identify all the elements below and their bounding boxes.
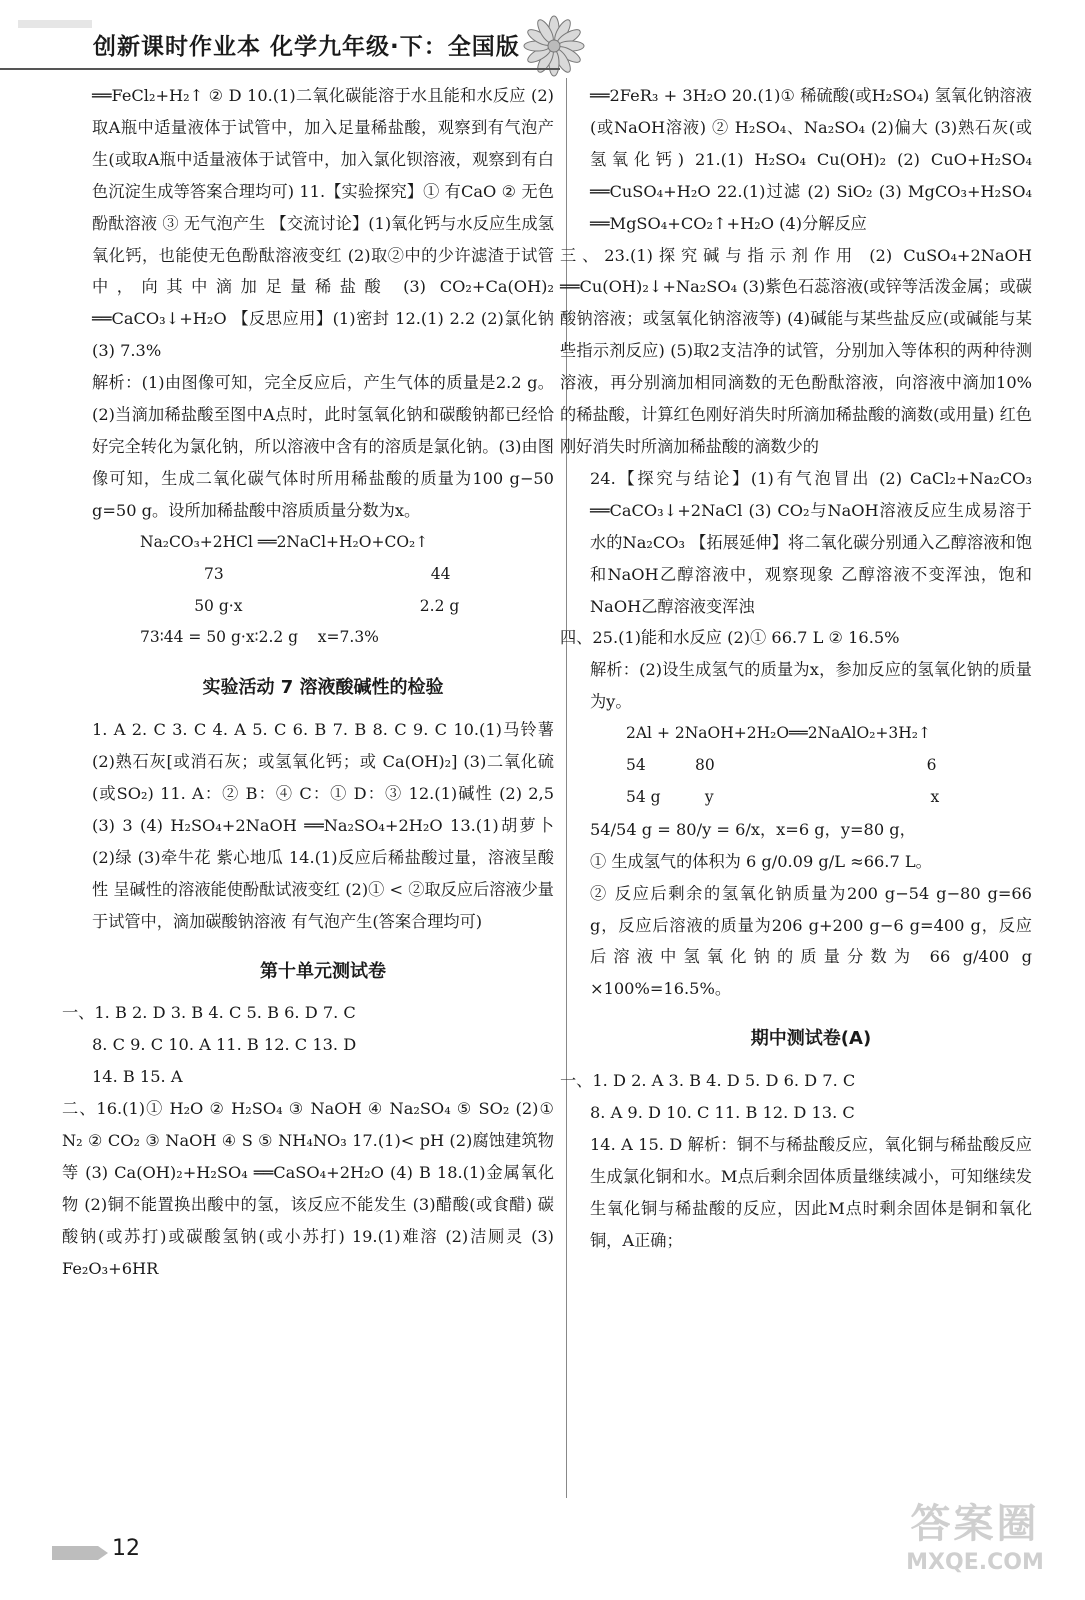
answer-line: 一、1. B 2. D 3. B 4. C 5. B 6. D 7. C: [62, 1003, 356, 1023]
answer-line: 8. A 9. D 10. C 11. B 12. D 13. C: [590, 1103, 855, 1123]
answer-line: 一、1. D 2. A 3. B 4. D 5. D 6. D 7. C: [560, 1071, 856, 1091]
equation-line: 54 g y x: [626, 787, 940, 806]
answer-paragraph: 24.【探究与结论】(1)有气泡冒出 (2) CaCl₂+Na₂CO₃ ══CaCO₃↓+2NaCl (3) CO₂与NaOH溶液反应生成易溶于水的Na₂CO₃ 【拓展延伸】将二氧化碳分别通入乙醇溶液和饱和NaOH乙醇溶液中，观察现象 乙醇溶液不变浑浊，饱和NaOH乙醇溶液变浑浊: [590, 468, 1032, 616]
answer-paragraph: ══2FeR₃ + 3H₂O 20.(1)① 稀硫酸(或H₂SO₄) 氢氧化钠溶液(或NaOH溶液) ② H₂SO₄、Na₂SO₄ (2)偏大 (3)熟石灰(或氢氧化钙) 21.(1) H₂SO₄ Cu(OH)₂ (2) CuO+H₂SO₄ ══CuSO₄+H₂O 22.(1)过滤 (2) SiO₂ (3) MgCO₃+H₂SO₄ ══MgSO₄+CO₂↑+H₂O (4)分解反应: [590, 86, 1032, 233]
page-header: [0, 0, 1085, 78]
section-heading: 实验活动 7 溶液酸碱性的检验: [202, 677, 444, 699]
right-column: [560, 80, 1033, 1257]
answer-paragraph: 三、23.(1)探究碱与指示剂作用 (2) CuSO₄+2NaOH ══Cu(OH)₂↓+Na₂SO₄ (3)紫色石蕊溶液(或锌等活泼金属；或碳酸钠溶液；或氢氧化钠溶液等) (4)碱能与某些盐反应(或碱能与某些指示剂反应) (5)取2支洁净的试管，分别加入等体积的两种待测溶液，再分别滴加相同滴数的无色酚酞溶液，向溶液中滴加10%的稀盐酸，计算红色刚好消失时所滴加稀盐酸的滴数(或用量) 红色刚好消失时所滴加稀盐酸的滴数少的: [560, 245, 1033, 456]
analysis-paragraph: 解析：(2)设生成氢气的质量为x，参加反应的氢氧化钠的质量为y。: [590, 660, 1032, 712]
section-heading: 第十单元测试卷: [260, 960, 386, 982]
equation-line: Na₂CO₃+2HCl ══2NaCl+H₂O+CO₂↑: [140, 532, 429, 551]
watermark-url: MXQE.COM: [906, 1550, 1044, 1575]
equation-line: 73 44: [140, 564, 451, 583]
section-heading: 期中测试卷(A): [750, 1028, 872, 1050]
analysis-paragraph: ② 反应后剩余的氢氧化钠质量为200 g−54 g−80 g=66 g，反应后溶液的质量为206 g+200 g−6 g=400 g，反应后溶液中氢氧化钠的质量分数为 66 g/400 g ×100%=16.5%。: [590, 883, 1032, 999]
page-number: 12: [112, 1536, 140, 1561]
page-arrow-icon: [52, 1542, 110, 1564]
answer-line: 14. B 15. A: [92, 1067, 183, 1087]
answer-paragraph: 14. A 15. D 解析：铜不与稀盐酸反应，氧化铜与稀盐酸反应生成氯化铜和水。M点后剩余固体质量继续减小，可知继续发生氧化铜与稀盐酸的反应，因此M点时剩余固体是铜和氧化铜，A正确；: [590, 1135, 1032, 1250]
equation-line: 2Al + 2NaOH+2H₂O══2NaAlO₂+3H₂↑: [626, 724, 931, 743]
equation-line: 54 80 6: [626, 756, 937, 775]
header-rule: [0, 68, 560, 70]
equation-line: 73∶44 = 50 g·x∶2.2 g x=7.3%: [140, 628, 379, 647]
equation-line: 54/54 g = 80/y = 6/x，x=6 g，y=80 g，: [590, 819, 916, 839]
left-column: [62, 80, 554, 1285]
header-title: 创新课时作业本 化学九年级·下：全国版: [93, 34, 520, 60]
header-band: [18, 20, 92, 28]
answer-paragraph: 二、16.(1)① H₂O ② H₂SO₄ ③ NaOH ④ Na₂SO₄ ⑤ SO₂ (2)① N₂ ② CO₂ ③ NaOH ④ S ⑤ NH₄NO₃ 17.(1)< pH (2)腐蚀建筑物等 (3) Ca(OH)₂+H₂SO₄ ══CaSO₄+2H₂O (4) B 18.(1)金属氧化物 (2)铜不能置换出酸中的氢，该反应不能发生 (3)醋酸(或食醋) 碳酸钠(或苏打)或碳酸氢钠(或小苏打) 19.(1)难溶 (2)洁厕灵 (3) Fe₂O₃+6HR: [62, 1099, 554, 1278]
equation-line: 50 g·x 2.2 g: [140, 596, 460, 615]
answer-line: 四、25.(1)能和水反应 (2)① 66.7 L ② 16.5%: [560, 628, 900, 648]
analysis-paragraph: ① 生成氢气的体积为 6 g/0.09 g/L ≈66.7 L。: [590, 851, 932, 871]
answer-line: 8. C 9. C 10. A 11. B 12. C 13. D: [92, 1035, 357, 1055]
answer-paragraph: ══FeCl₂+H₂↑ ② D 10.(1)二氧化碳能溶于水且能和水反应 (2)取A瓶中适量液体于试管中，加入足量稀盐酸，观察到有气泡产生(或取A瓶中适量液体于试管中，加入氯化钡溶液，观察到有白色沉淀生成等答案合理均可) 11.【实验探究】① 有CaO ② 无色酚酞溶液 ③ 无气泡产生 【交流讨论】(1)氧化钙与水反应生成氢氧化钙，也能使无色酚酞溶液变红 (2)取②中的少许滤渣于试管中，向其中滴加足量稀盐酸 (3) CO₂+Ca(OH)₂ ══CaCO₃↓+H₂O 【反思应用】(1)密封 12.(1) 2.2 (2)氯化钠 (3) 7.3%: [92, 86, 554, 361]
watermark-logo: [880, 1500, 1070, 1590]
answer-paragraph: 1. A 2. C 3. C 4. A 5. C 6. B 7. B 8. C 9. C 10.(1)马铃薯 (2)熟石灰[或消石灰；或氢氧化钙；或 Ca(OH)₂] (3)二氧化硫(或SO₂) 11. A：② B：④ C：① D：③ 12.(1)碱性 (2) 2,5 (3) 3 (4) H₂SO₄+2NaOH ══Na₂SO₄+2H₂O 13.(1)胡萝卜 (2)绿 (3)牵牛花 紫心地瓜 14.(1)反应后稀盐酸过量，溶液呈酸性 呈碱性的溶液能使酚酞试液变红 (2)① < ②取反应后溶液少量于试管中，滴加碳酸钠溶液 有气泡产生(答案合理均可): [92, 720, 554, 931]
analysis-paragraph: 解析：(1)由图像可知，完全反应后，产生气体的质量是2.2 g。(2)当滴加稀盐酸至图中A点时，此时氢氧化钠和碳酸钠都已经恰好完全转化为氯化钠，所以溶液中含有的溶质是氯化钠。(3)由图像可知，生成二氧化碳气体时所用稀盐酸的质量为100 g−50 g=50 g。设所加稀盐酸中溶质质量分数为x。: [92, 373, 554, 520]
watermark-text: 答案圈: [910, 1501, 1040, 1547]
